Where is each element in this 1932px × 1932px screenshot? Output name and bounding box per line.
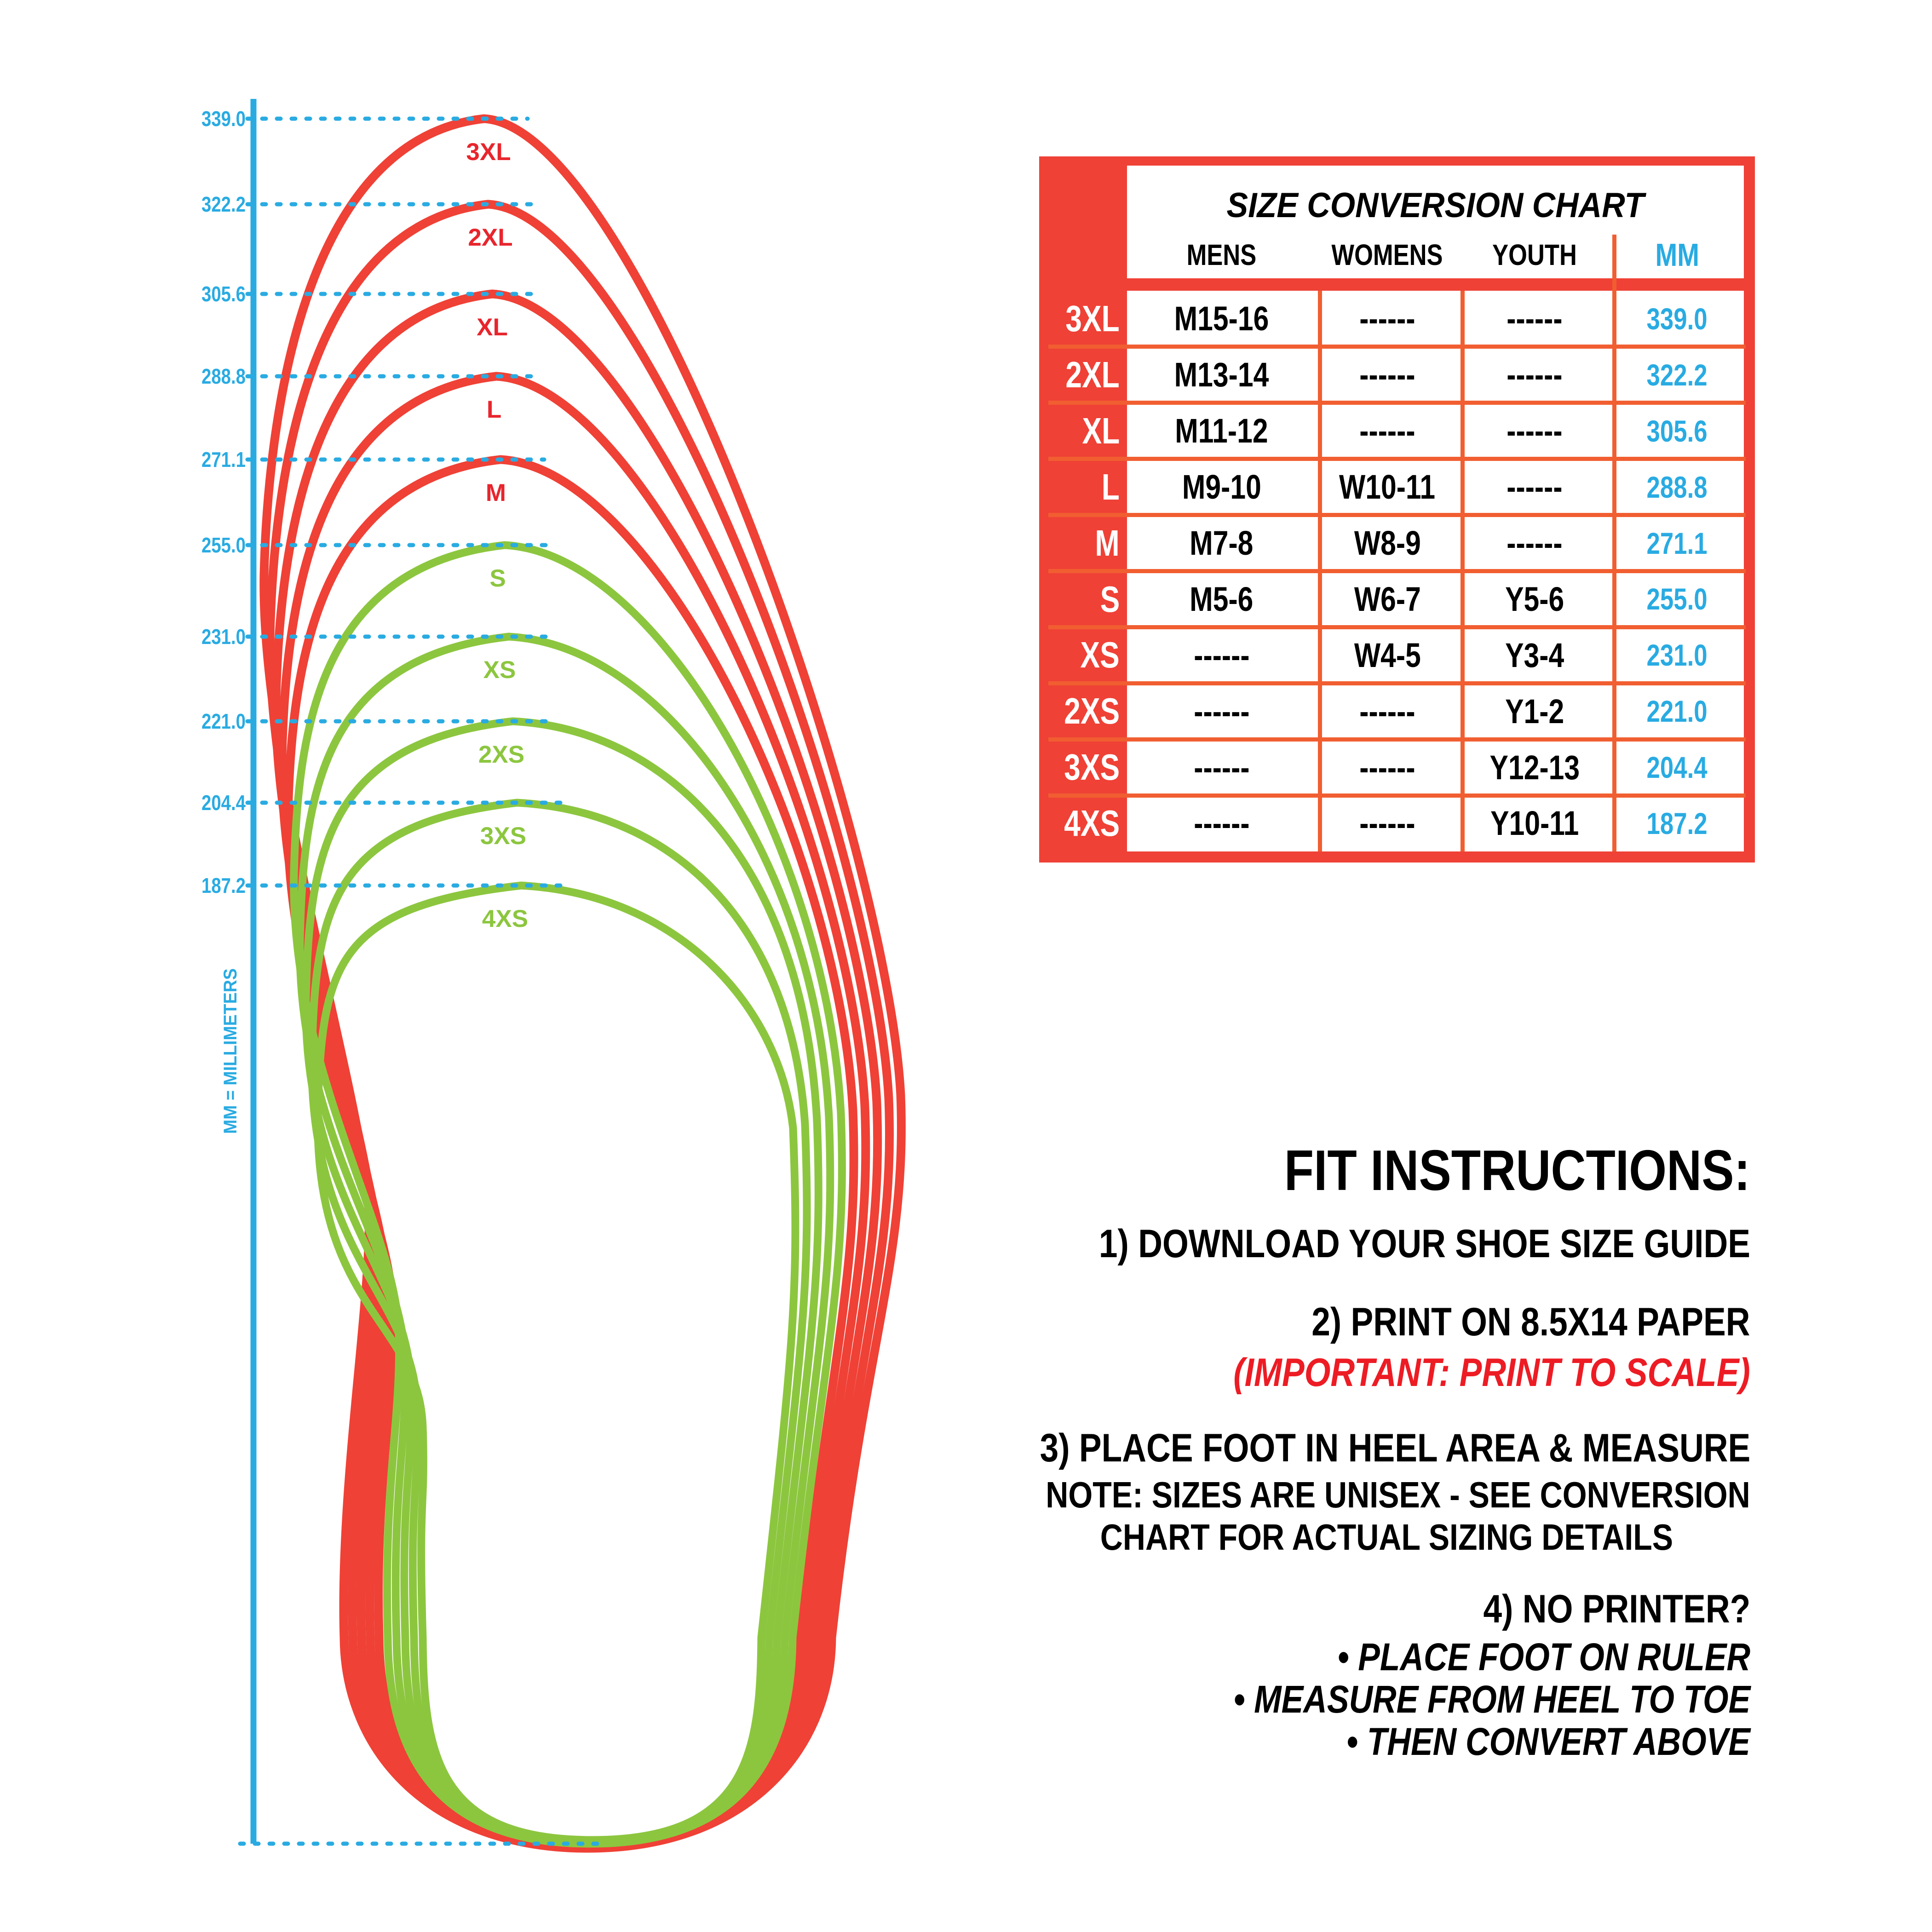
column-divider <box>1318 291 1322 851</box>
size-conversion-table <box>1039 156 1755 862</box>
row-size-label-xs: XS <box>1080 634 1120 676</box>
fit-instructions <box>874 1141 1750 1763</box>
cell-3xs-mens: ------ <box>1193 748 1250 787</box>
axis-mm-label-221.0: 221.0 <box>201 709 246 733</box>
note-line-1: NOTE: SIZES ARE UNISEX - SEE CONVERSION <box>1046 1474 1750 1515</box>
size-label-2xl: 2XL <box>468 224 513 251</box>
axis-mm-label-204.4: 204.4 <box>201 791 246 815</box>
size-label-xs: XS <box>483 656 516 684</box>
column-header-mens: MENS <box>1186 238 1257 271</box>
row-size-label-m: M <box>1095 522 1120 564</box>
row-divider <box>1048 345 1746 349</box>
cell-2xs-mens: ------ <box>1193 692 1250 730</box>
cell-xs-youth: Y3-4 <box>1505 636 1564 674</box>
column-divider <box>1460 291 1465 851</box>
instruction-bullet-3: • THEN CONVERT ABOVE <box>1346 1720 1750 1763</box>
row-size-label-2xs: 2XS <box>1064 690 1120 732</box>
cell-4xs-womens: ------ <box>1359 804 1415 843</box>
cell-s-mens: M5-6 <box>1190 580 1254 618</box>
cell-3xl-mens: M15-16 <box>1174 299 1269 338</box>
cell-2xl-womens: ------ <box>1359 356 1415 394</box>
cell-4xs-mm: 187.2 <box>1646 806 1708 840</box>
cell-s-womens: W6-7 <box>1354 580 1421 618</box>
cell-4xs-youth: Y10-11 <box>1490 804 1579 843</box>
cell-3xs-mm: 204.4 <box>1646 750 1708 785</box>
note-line-2: CHART FOR ACTUAL SIZING DETAILS <box>1100 1517 1673 1558</box>
size-label-xl: XL <box>477 314 508 341</box>
cell-m-mm: 271.1 <box>1646 526 1708 560</box>
cell-l-mens: M9-10 <box>1182 468 1261 506</box>
row-divider <box>1048 569 1746 573</box>
instruction-step-1: 1) DOWNLOAD YOUR SHOE SIZE GUIDE <box>1098 1222 1750 1266</box>
row-size-label-4xs: 4XS <box>1064 803 1120 844</box>
cell-2xl-mens: M13-14 <box>1174 356 1269 394</box>
size-label-m: M <box>485 479 506 506</box>
cell-xl-mens: M11-12 <box>1175 412 1268 450</box>
axis-mm-label-288.8: 288.8 <box>201 364 246 388</box>
axis-unit-note: MM = MILLIMETERS <box>220 957 241 1134</box>
cell-2xs-womens: ------ <box>1359 692 1415 730</box>
instruction-bullet-2: • MEASURE FROM HEEL TO TOE <box>1233 1678 1750 1721</box>
cell-4xs-mens: ------ <box>1193 804 1250 843</box>
cell-2xs-youth: Y1-2 <box>1505 692 1564 730</box>
instructions-heading: FIT INSTRUCTIONS: <box>1284 1139 1750 1202</box>
row-divider <box>1048 401 1746 405</box>
axis-mm-label-322.2: 322.2 <box>201 192 246 216</box>
instruction-step-2: 2) PRINT ON 8.5X14 PAPER <box>1311 1300 1750 1344</box>
axis-mm-label-305.6: 305.6 <box>201 282 246 306</box>
row-divider <box>1048 625 1746 629</box>
column-divider <box>1612 235 1616 851</box>
cell-l-youth: ------ <box>1506 468 1563 506</box>
axis-mm-label-187.2: 187.2 <box>201 874 246 897</box>
row-size-label-3xs: 3XS <box>1064 747 1120 788</box>
size-label-l: L <box>486 396 502 423</box>
cell-m-youth: ------ <box>1506 524 1563 562</box>
cell-xl-youth: ------ <box>1506 412 1563 450</box>
cell-xs-mm: 231.0 <box>1646 638 1708 673</box>
instruction-bullet-1: • PLACE FOOT ON RULER <box>1337 1635 1750 1679</box>
row-size-label-xl: XL <box>1082 410 1120 451</box>
axis-mm-label-271.1: 271.1 <box>201 448 246 472</box>
cell-s-youth: Y5-6 <box>1505 580 1564 618</box>
cell-m-mens: M7-8 <box>1190 524 1254 562</box>
column-header-womens: WOMENS <box>1332 238 1443 271</box>
table-title: SIZE CONVERSION CHART <box>1226 186 1644 225</box>
axis-mm-label-231.0: 231.0 <box>201 625 246 649</box>
table-column-headers <box>1127 227 1744 282</box>
row-size-label-l: L <box>1101 466 1120 507</box>
instruction-step-2-note: (IMPORTANT: PRINT TO SCALE) <box>1233 1351 1750 1395</box>
cell-m-womens: W8-9 <box>1354 524 1421 562</box>
column-header-youth: YOUTH <box>1492 238 1577 271</box>
cell-xl-womens: ------ <box>1359 412 1415 450</box>
cell-3xl-womens: ------ <box>1359 299 1415 338</box>
size-label-3xs: 3XS <box>480 822 527 850</box>
row-divider <box>1048 794 1746 798</box>
cell-3xl-mm: 339.0 <box>1646 301 1708 336</box>
size-label-2xs: 2XS <box>478 741 525 768</box>
cell-xs-womens: W4-5 <box>1354 636 1421 674</box>
cell-l-mm: 288.8 <box>1646 470 1708 504</box>
instruction-step-4: 4) NO PRINTER? <box>1483 1587 1750 1631</box>
cell-l-womens: W10-11 <box>1339 468 1436 506</box>
cell-2xs-mm: 221.0 <box>1646 694 1708 729</box>
cell-3xs-womens: ------ <box>1359 748 1415 787</box>
cell-s-mm: 255.0 <box>1646 582 1708 616</box>
instruction-step-3: 3) PLACE FOOT IN HEEL AREA & MEASURE <box>1040 1426 1750 1470</box>
size-label-3xl: 3XL <box>466 138 511 166</box>
row-size-label-3xl: 3XL <box>1065 298 1120 339</box>
cell-3xs-youth: Y12-13 <box>1489 748 1580 787</box>
size-label-s: S <box>489 565 506 592</box>
row-divider <box>1048 457 1746 461</box>
cell-3xl-youth: ------ <box>1506 299 1563 338</box>
row-size-label-s: S <box>1100 578 1120 620</box>
cell-xs-mens: ------ <box>1193 636 1250 674</box>
row-divider <box>1048 681 1746 685</box>
instruction-unisex-note <box>921 1474 1750 1584</box>
row-divider <box>1048 513 1746 517</box>
size-label-4xs: 4XS <box>482 905 529 932</box>
column-header-mm: MM <box>1655 237 1699 273</box>
row-divider <box>1048 737 1746 742</box>
row-size-label-2xl: 2XL <box>1065 354 1120 395</box>
cell-xl-mm: 305.6 <box>1646 414 1708 448</box>
axis-mm-label-255.0: 255.0 <box>201 533 246 557</box>
axis-mm-label-339.0: 339.0 <box>201 107 246 131</box>
cell-2xl-mm: 322.2 <box>1646 357 1708 392</box>
cell-2xl-youth: ------ <box>1506 356 1563 394</box>
